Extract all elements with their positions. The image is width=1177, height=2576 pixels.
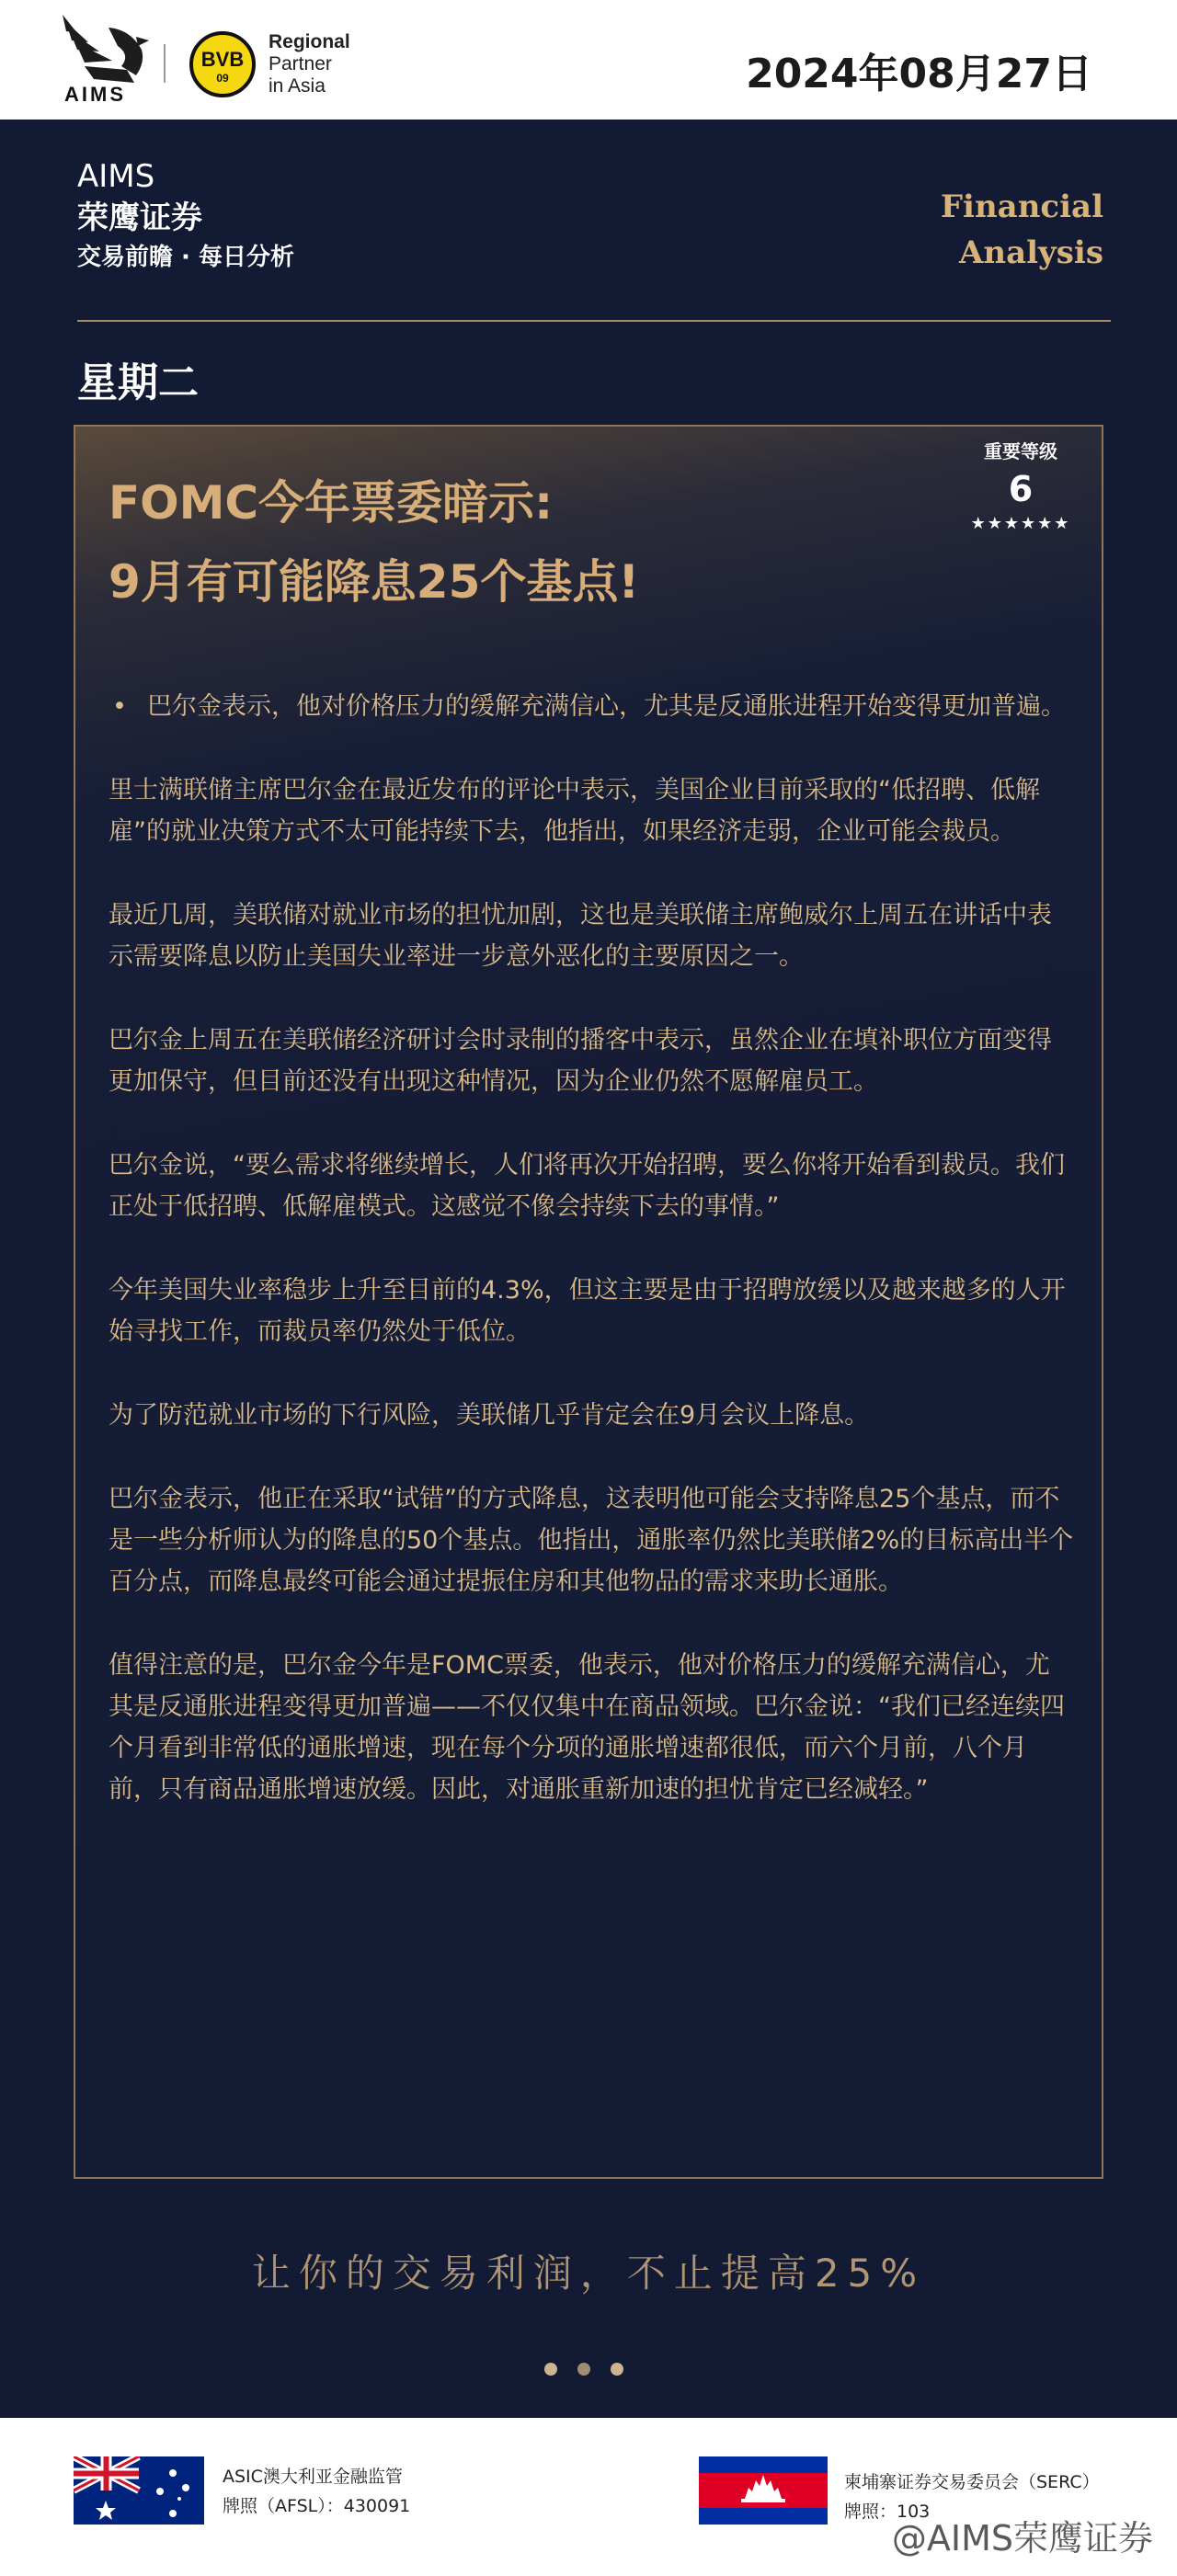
importance-stars-icon: ★★★★★★ (970, 514, 1071, 533)
asic-line-2: 牌照（AFSL）：430091 (223, 2496, 411, 2516)
asic-regulation-text (223, 2462, 410, 2521)
partner-line-1: Regional (269, 31, 350, 52)
importance-value: 6 (1008, 469, 1034, 509)
carousel-dot-2[interactable] (577, 2363, 590, 2376)
cambodia-flag-icon (699, 2456, 828, 2525)
partner-line-3: in Asia (269, 75, 326, 97)
article-paragraph: 巴尔金上周五在美联储经济研讨会时录制的播客中表示，虽然企业在填补职位方面变得更加保守，但目前还没有出现这种情况，因为企业仍然不愿解雇员工。 (109, 1026, 1052, 1096)
article-paragraph: 值得注意的是，巴尔金今年是FOMC票委，他表示，他对价格压力的缓解充满信心，尤其是反通胀进程变得更加普遍——不仅仅集中在商品领域。巴尔金说：“我们已经连续四个月看到非常低的通胀增速，现在每个分项的通胀增速都很低，而六个月前，八个月前，只有商品通胀增速放缓。因此，对通胀重新加速的担忧肯定已经减轻。” (109, 1651, 1065, 1804)
header-divider (164, 44, 166, 83)
regional-partner-text (269, 31, 350, 97)
bvb-badge-year: 09 (216, 72, 229, 85)
importance-label: 重要等级 (984, 440, 1057, 462)
slogan-text: 让你的交易利润，不止提高25% (251, 2251, 926, 2296)
article-paragraph: 今年美国失业率稳步上升至目前的4.3%，但这主要是由于招聘放缓以及越来越多的人开始寻找工作，而裁员率仍然处于低位。 (109, 1276, 1066, 1346)
gold-divider (77, 320, 1111, 322)
importance-badge (956, 438, 1085, 535)
news-title-line-1: FOMC今年票委暗示: (109, 476, 554, 530)
financial-analysis-label (941, 184, 1103, 276)
carousel-dot-3[interactable] (611, 2363, 623, 2376)
article-paragraph: 最近几周，美联储对就业市场的担忧加剧，这也是美联储主席鲍威尔上周五在讲话中表示需要降息以防止美国失业率进一步意外恶化的主要原因之一。 (109, 901, 1052, 971)
article-paragraph: 巴尔金说，“要么需求将继续增长，人们将再次开始招聘，要么你将开始看到裁员。我们正处于低招聘、低解雇模式。这感觉不像会持续下去的事情。” (109, 1151, 1065, 1221)
carousel-dot-1[interactable] (544, 2363, 557, 2376)
aims-logo-text: AIMS (64, 83, 126, 106)
page-header (0, 0, 1177, 120)
serc-line-2: 牌照：103 (844, 2502, 931, 2522)
analysis-panel (0, 120, 1177, 2418)
article-paragraph: 巴尔金表示，他正在采取“试错”的方式降息，这表明他可能会支持降息25个基点，而不是一些分析师认为的降息的50个基点。他指出，通胀率仍然比美联储2%的目标高出半个百分点，而降息最终可能会通过提振住房和其他物品的需求来助长通胀。 (109, 1485, 1074, 1596)
brand-subtitle: 交易前瞻 · 每日分析 (77, 244, 294, 271)
article-paragraph: 里士满联储主席巴尔金在最近发布的评论中表示，美国企业目前采取的“低招聘、低解雇”的就业决策方式不太可能持续下去，他指出，如果经济走弱，企业可能会裁员。 (109, 776, 1040, 846)
news-card (74, 425, 1103, 2179)
carousel-dots (544, 2363, 633, 2377)
page-footer (0, 2418, 1177, 2576)
article-body (109, 686, 1074, 1852)
fin-line-1: Financial (940, 188, 1103, 225)
weibo-watermark: @AIMS荣鹰证券 (891, 2518, 1153, 2559)
article-bullet: • 巴尔金表示，他对价格压力的缓解充满信心，尤其是反通胀进程开始变得更加普遍。 (109, 686, 1074, 727)
australia-flag-icon (74, 2456, 204, 2525)
fin-line-2: Analysis (958, 234, 1103, 271)
weekday-label: 星期二 (77, 359, 199, 406)
news-title (109, 463, 639, 621)
bvb-badge-logo (189, 31, 256, 97)
report-date: 2024年08月27日 (746, 51, 1092, 97)
asic-line-1: ASIC澳大利亚金融监管 (223, 2467, 403, 2487)
brand-block (77, 156, 294, 276)
article-paragraph: 为了防范就业市场的下行风险，美联储几乎肯定会在9月会议上降息。 (109, 1401, 870, 1430)
brand-chinese: 荣鹰证券 (77, 199, 202, 236)
bvb-badge-text: BVB (200, 48, 245, 71)
news-title-line-2: 9月有可能降息25个基点! (109, 555, 640, 609)
partner-line-2: Partner (269, 53, 332, 74)
serc-line-1: 柬埔寨证券交易委员会（SERC） (844, 2472, 1100, 2492)
brand-english: AIMS (77, 158, 155, 195)
